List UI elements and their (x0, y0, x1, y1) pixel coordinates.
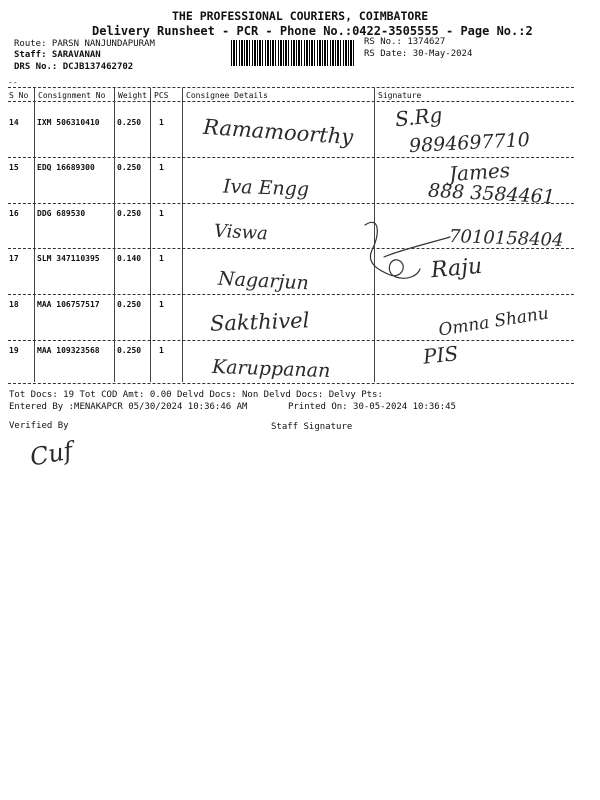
row-consignee: Ramamoorthy (202, 114, 354, 150)
row-consignment: SLM 347110395 (37, 254, 100, 263)
row-weight: 0.250 (117, 209, 142, 218)
verifier-initials: Cuf (27, 436, 75, 472)
table-top-rule (8, 87, 574, 88)
totals-line: Tot Docs: 19 Tot COD Amt: 0.00 Delvd Docs: Non Delvd Docs: Delvy Pts: (9, 390, 383, 400)
row-weight: 0.250 (117, 118, 142, 127)
row-rule (8, 340, 574, 341)
row-phone: 7010158404 (448, 226, 564, 251)
row-pcs: 1 (159, 118, 164, 127)
col-header-pcs: PCS (154, 91, 169, 100)
staff-signature-label: Staff Signature (271, 422, 353, 432)
route-label: Route: PARSN NANJUNDAPURAM (14, 39, 155, 49)
row-consignee: Karuppanan (211, 355, 331, 383)
col-divider (114, 88, 115, 382)
row-sno: 19 (9, 346, 19, 355)
row-consignee: Sakthivel (209, 308, 310, 336)
row-pcs: 1 (159, 209, 164, 218)
rs-date: RS Date: 30-May-2024 (364, 49, 473, 59)
col-header-consignment: Consignment No (38, 91, 106, 100)
rs-number: RS No.: 1374627 (364, 37, 446, 47)
corner-mark: -- (8, 78, 18, 87)
row-rule (8, 294, 574, 295)
row-consignment: MAA 109323568 (37, 346, 100, 355)
col-header-signature: Signature (378, 91, 422, 100)
row-weight: 0.250 (117, 346, 142, 355)
entered-by: Entered By :MENAKAPCR 05/30/2024 10:36:46 AM (9, 402, 248, 412)
row-rule (8, 203, 574, 204)
verified-by-label: Verified By (9, 421, 69, 431)
header-rule (8, 101, 574, 102)
barcode (231, 40, 356, 66)
row-pcs: 1 (159, 300, 164, 309)
row-phone: 888 3584461 (427, 179, 556, 209)
row-pcs: 1 (159, 163, 164, 172)
row-signature: PIS (421, 341, 460, 369)
row-weight: 0.140 (117, 254, 142, 263)
runsheet-title: Delivery Runsheet - PCR - Phone No.:0422-3505555 - Page No.:2 (92, 24, 533, 38)
col-header-sno: S No (9, 91, 29, 100)
row-rule (8, 157, 574, 158)
row-consignment: MAA 106757517 (37, 300, 100, 309)
row-sno: 14 (9, 118, 19, 127)
drs-number: DRS No.: DCJB137462702 (14, 62, 134, 72)
row-consignee: Nagarjun (217, 267, 310, 295)
row-rule (8, 248, 574, 249)
row-consignment: IXM 506310410 (37, 118, 100, 127)
row-consignment: EDQ 16689300 (37, 163, 95, 172)
row-weight: 0.250 (117, 163, 142, 172)
row-sno: 18 (9, 300, 19, 309)
row-weight: 0.250 (117, 300, 142, 309)
row-signature: James (448, 157, 511, 187)
staff-label: Staff: SARAVANAN (14, 50, 101, 60)
col-divider (182, 88, 183, 382)
row-pcs: 1 (159, 254, 164, 263)
printed-on: Printed On: 30-05-2024 10:36:45 (288, 402, 456, 412)
signature-scribble (360, 215, 460, 295)
row-sno: 16 (9, 209, 19, 218)
row-signature: Raju (430, 253, 484, 284)
row-signature: S.Rg (393, 102, 444, 132)
row-sno: 15 (9, 163, 19, 172)
row-consignee: Viswa (213, 220, 269, 245)
row-consignment: DDG 689530 (37, 209, 86, 218)
row-phone: 9894697710 (408, 128, 531, 158)
company-name: THE PROFESSIONAL COURIERS, COIMBATORE (172, 9, 429, 23)
row-consignee: Iva Engg (222, 175, 310, 201)
row-pcs: 1 (159, 346, 164, 355)
col-divider (34, 88, 35, 382)
col-header-consignee: Consignee Details (186, 91, 268, 100)
col-divider (150, 88, 151, 382)
table-bottom-rule (8, 383, 574, 384)
row-sno: 17 (9, 254, 19, 263)
col-header-weight: Weight (118, 91, 147, 100)
row-signature: Omna Shanu (437, 303, 551, 341)
